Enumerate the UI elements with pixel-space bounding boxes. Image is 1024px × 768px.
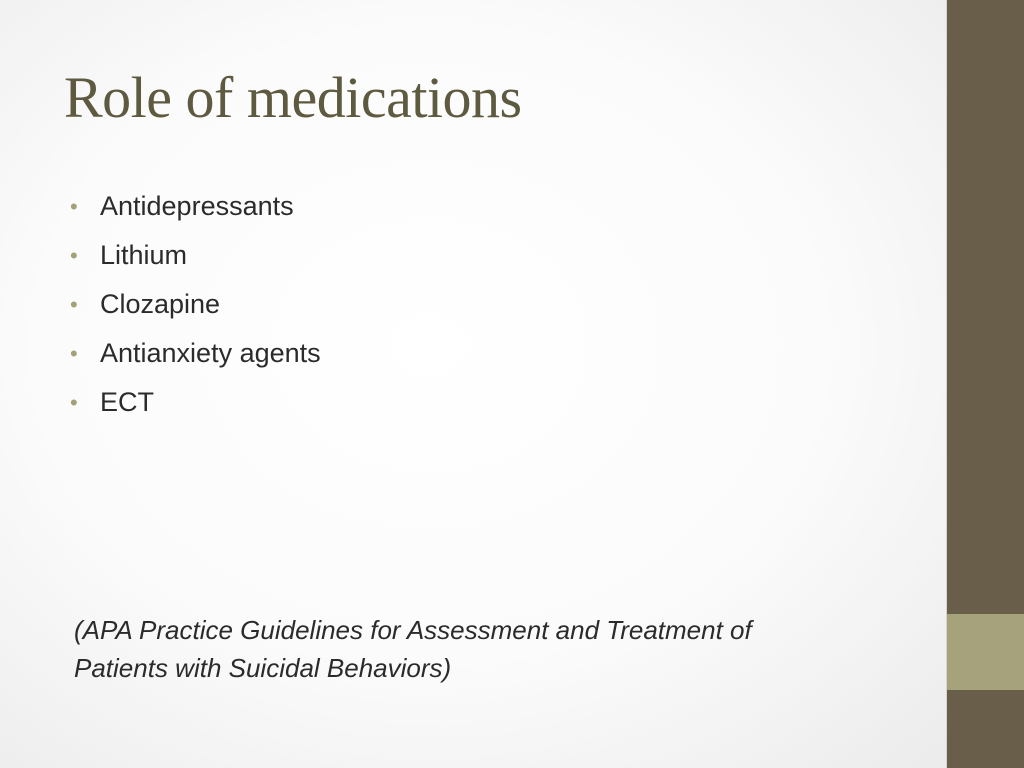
bullet-item-lithium (70, 231, 321, 280)
bullet-text: Clozapine (100, 289, 221, 319)
bullet-text: ECT (100, 387, 154, 417)
bullet-text: Antianxiety agents (100, 338, 321, 368)
bullet-item-antianxiety-agents (70, 329, 321, 378)
bullet-icon: • (70, 242, 78, 268)
bullet-text: Lithium (100, 240, 188, 270)
bullet-icon: • (70, 193, 78, 219)
bullet-text: Antidepressants (100, 191, 294, 221)
citation-line-2: Patients with Suicidal Behaviors) (74, 653, 452, 683)
bullet-item-ect (70, 378, 321, 427)
bullet-icon: • (70, 291, 78, 317)
citation-line-1: (APA Practice Guidelines for Assessment and Treatment of (74, 615, 752, 645)
slide-title: Role of medications (64, 65, 522, 130)
bullet-icon: • (70, 389, 78, 415)
citation-note (74, 611, 834, 687)
sidebar-accent-block (947, 614, 1024, 690)
bullet-icon: • (70, 340, 78, 366)
bullet-item-antidepressants (70, 182, 321, 231)
bullet-list (70, 182, 321, 427)
bullet-item-clozapine (70, 280, 321, 329)
